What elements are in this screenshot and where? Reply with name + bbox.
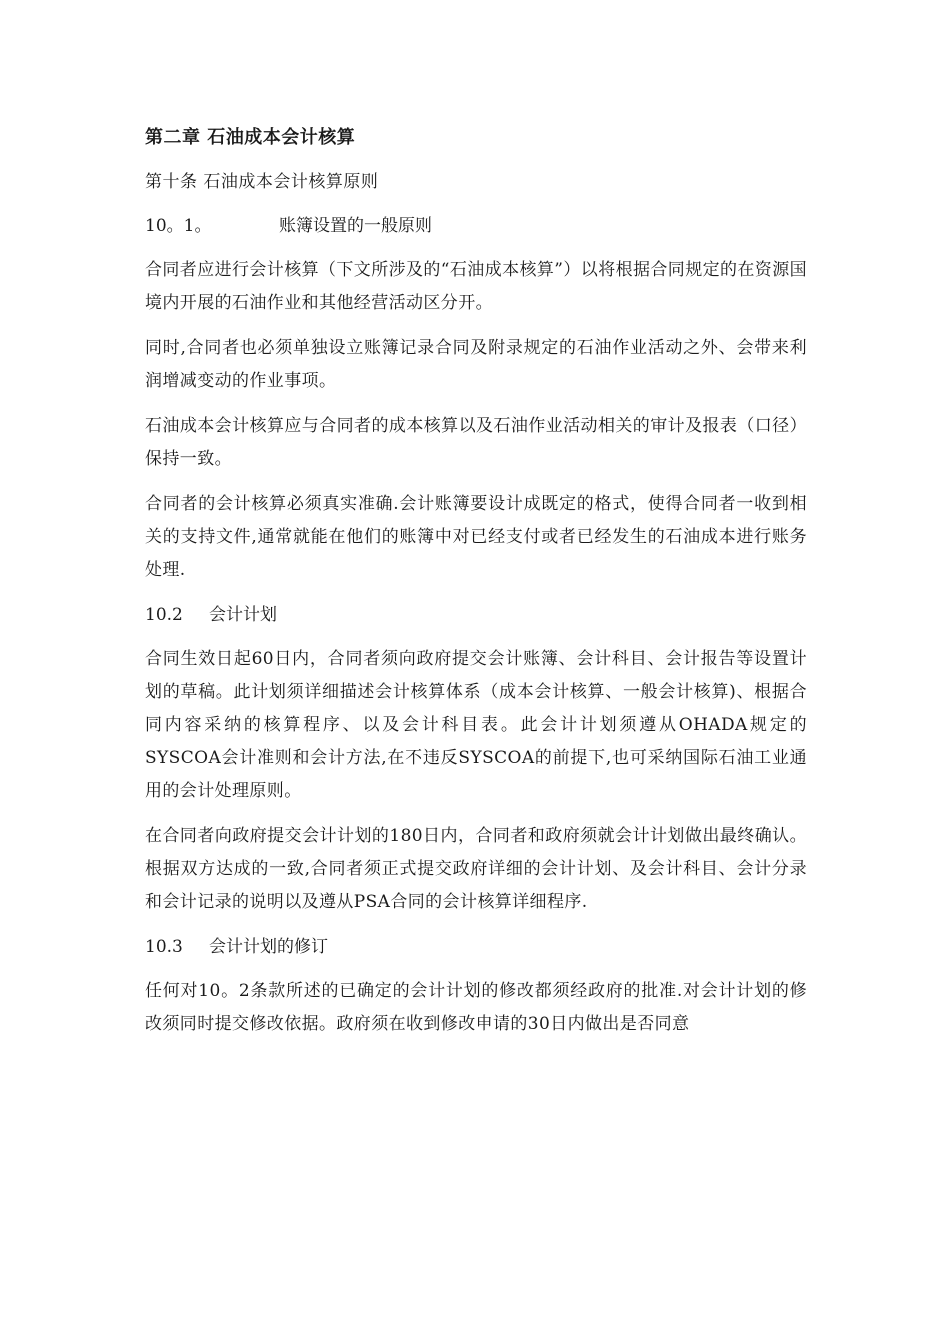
paragraph: 石油成本会计核算应与合同者的成本核算以及石油作业活动相关的审计及报表（口径）保持一致。 [145,416,807,469]
article-title: 第十条 石油成本会计核算原则 [145,172,379,192]
paragraph: 合同者的会计核算必须真实准确.会计账簿要设计成既定的格式，使得合同者一收到相关的支持文件,通常就能在他们的账簿中对已经支付或者已经发生的石油成本进行账务处理. [145,494,807,580]
section-number: 10。1。 [145,216,212,236]
document-page [145,122,807,1053]
paragraph: 在合同者向政府提交会计计划的180日内，合同者和政府须就会计计划做出最终确认。根据双方达成的一致,合同者须正式提交政府详细的会计计划、及会计科目、会计分录和会计记录的说明以及遵从PSA合同的会计核算详细程序. [145,826,807,912]
section-title: 账簿设置的一般原则 [279,216,432,236]
section-heading-10-2 [145,599,807,631]
section-number: 10.2 [145,605,183,625]
section-number: 10.3 [145,937,183,957]
section-heading-10-1 [145,210,807,242]
section-title: 会计计划的修订 [209,937,328,957]
paragraph: 合同者应进行会计核算（下文所涉及的“石油成本核算”）以将根据合同规定的在资源国境内开展的石油作业和其他经营活动区分开。 [145,260,807,313]
paragraph: 同时,合同者也必须单独设立账簿记录合同及附录规定的石油作业活动之外、会带来利润增减变动的作业事项。 [145,338,807,391]
paragraph: 任何对10。2条款所述的已确定的会计计划的修改都须经政府的批准.对会计计划的修改须同时提交修改依据。政府须在收到修改申请的30日内做出是否同意 [145,981,807,1034]
section-title: 会计计划 [209,605,277,625]
chapter-title: 第二章 石油成本会计核算 [145,127,356,148]
section-heading-10-3 [145,931,807,963]
paragraph: 合同生效日起60日内，合同者须向政府提交会计账簿、会计科目、会计报告等设置计划的草稿。此计划须详细描述会计核算体系（成本会计核算、一般会计核算)、根据合同内容采纳的核算程序、以及会计科目表。此会计计划须遵从OHADA规定的SYSCOA会计准则和会计方法,在不违反SYSCOA的前提下,也可采纳国际石油工业通用的会计处理原则。 [145,649,807,801]
